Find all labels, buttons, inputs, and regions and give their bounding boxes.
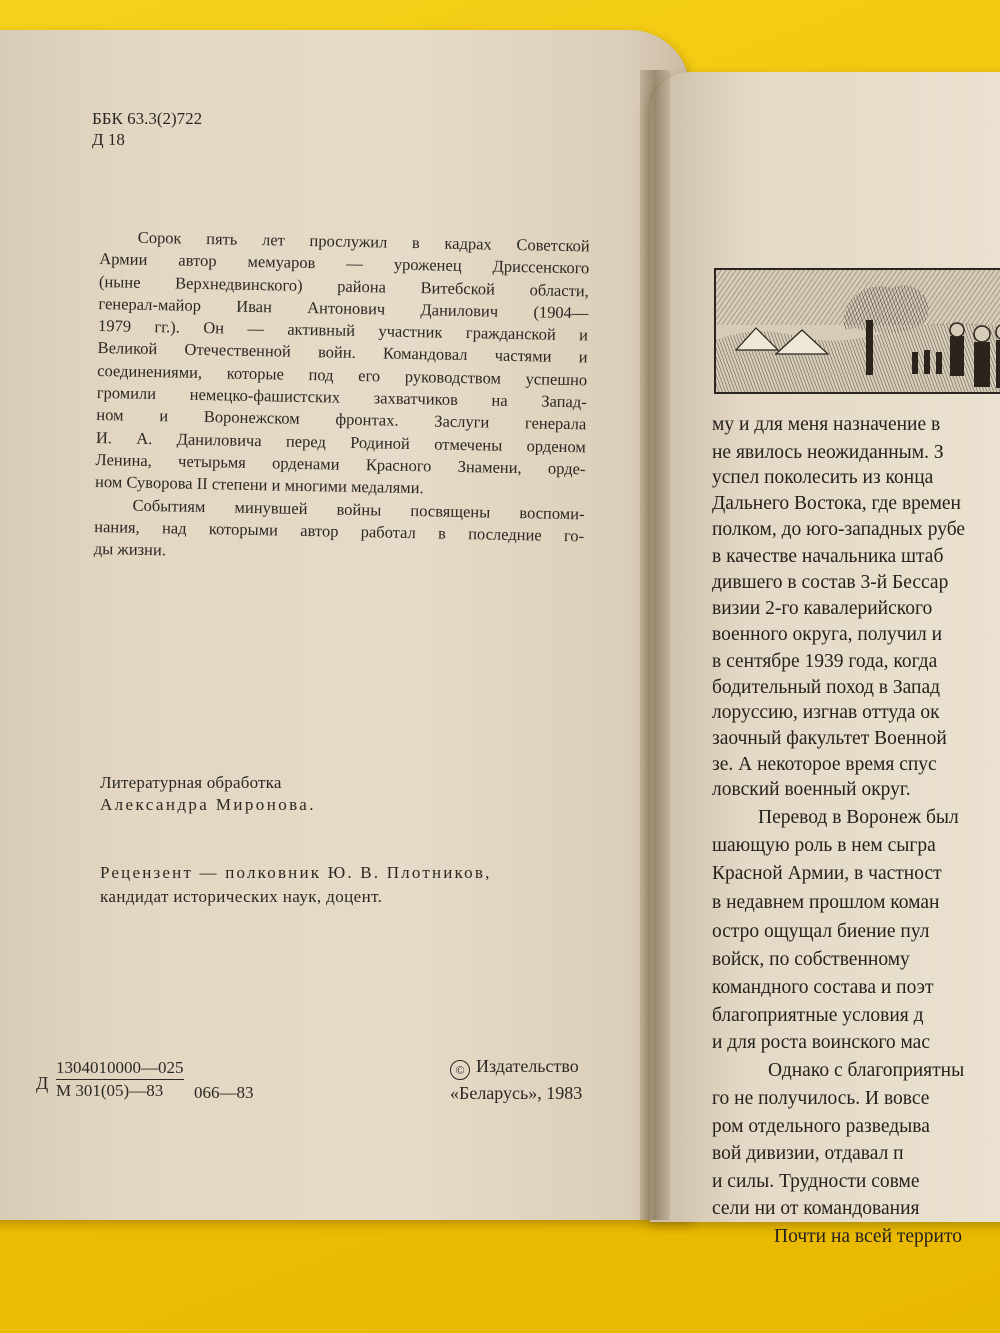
chapter-illustration	[714, 268, 1000, 394]
copyright-icon: ©	[450, 1060, 470, 1080]
literary-editor-name: Александра Миронова.	[100, 795, 316, 814]
reviewer-line: Рецензент — полковник Ю. В. Плотников,	[100, 863, 492, 882]
left-book-page	[0, 30, 690, 1220]
right-text-line: благоприятные условия д	[712, 1005, 924, 1026]
right-text-line: Однако с благоприятны	[768, 1060, 965, 1081]
right-text-line: в сентябре 1939 года, когда	[712, 651, 938, 672]
abstract-line: ном Суворова II степени и многими медалями.	[94, 472, 424, 498]
abstract-line: генерал-майор Иван Антонович Данилович (1904—	[98, 293, 589, 323]
right-text-line: в качестве начальника штаб	[712, 546, 944, 567]
right-text-line: не явилось неожиданным. З	[712, 442, 944, 463]
book-abstract	[94, 226, 590, 570]
right-text-line: военного округа, получил и	[712, 624, 943, 645]
abstract-line: Событиям минувшей войны посвящены воспоми-	[132, 495, 585, 523]
index-denominator: М 301(05)—83	[56, 1081, 164, 1100]
literary-editing-label: Литературная обработка	[100, 773, 282, 792]
right-text-line: заочный факультет Военной	[712, 728, 947, 749]
index-suffix: 066—83	[194, 1083, 254, 1102]
right-text-line: и силы. Трудности совме	[712, 1171, 920, 1192]
right-text-line: Красной Армии, в частност	[712, 863, 942, 884]
engraving-image	[716, 270, 1000, 392]
abstract-line: Великой Отечественной войн. Командовал частями и	[97, 338, 588, 367]
publisher-label: Издательство	[476, 1056, 579, 1076]
right-text-line: ром отдельного разведыва	[712, 1116, 930, 1137]
bbk-code: ББК 63.3(2)722	[92, 109, 203, 128]
right-text-line: лоруссию, изгнав оттуда ок	[712, 702, 940, 723]
right-text-line: полком, до юго-западных рубе	[712, 519, 966, 540]
abstract-line: 1979 гг.). Он — активный участник гражданской и	[97, 316, 589, 345]
right-text-line: му и для меня назначение в	[712, 414, 941, 435]
right-text-line: в недавнем прошлом коман	[712, 892, 940, 913]
right-text-line: шающую роль в нем сыгра	[712, 835, 936, 856]
abstract-line: громили немецко-фашистских захватчиков на Запад-	[96, 383, 587, 412]
right-text-line: дившего в состав 3-й Бессар	[712, 572, 949, 593]
book-gutter	[640, 70, 670, 1220]
right-text-line: командного состава и поэт	[712, 977, 934, 998]
reviewer-credentials: кандидат исторических наук, доцент.	[100, 887, 383, 906]
right-text-line: и для роста воинского мас	[712, 1032, 930, 1053]
abstract-line: Армии автор мемуаров — уроженец Дриссенского	[99, 249, 590, 278]
right-text-line: зе. А некоторое время спус	[712, 754, 937, 775]
abstract-line: Сорок пять лет прослужил в кадрах Советской	[137, 227, 590, 256]
abstract-line: нания, над которыми автор работал в последние го-	[94, 516, 585, 546]
right-text-line: успел поколесить из конца	[712, 467, 934, 488]
right-text-line: вой дивизии, отдавал п	[712, 1143, 904, 1164]
author-mark: Д 18	[92, 130, 125, 149]
abstract-line: (ныне Верхнедвинского) района Витебской области,	[98, 271, 590, 300]
right-text-line: остро ощущал биение пул	[712, 921, 930, 942]
right-text-line: сели ни от командования	[712, 1198, 920, 1219]
right-text-line: визии 2-го кавалерийского	[712, 598, 933, 619]
index-numerator: 1304010000—025	[56, 1057, 184, 1080]
right-text-line: ловский военный округ.	[712, 779, 911, 800]
publisher-name-year: «Беларусь», 1983	[450, 1083, 583, 1103]
index-letter: Д	[36, 1073, 49, 1093]
abstract-line: И. А. Даниловича перед Родиной отмечены орденом	[95, 427, 587, 457]
abstract-line: ном и Воронежском фронтах. Заслуги генерала	[96, 405, 587, 434]
right-text-line: Перевод в Воронеж был	[758, 807, 959, 828]
publisher-line	[450, 1055, 579, 1080]
abstract-line: соединениями, которые под его руководством успешно	[97, 360, 588, 390]
right-text-line: го не получилось. И вовсе	[712, 1088, 930, 1109]
classification-codes	[92, 108, 202, 150]
right-text-line: войск, по собственному	[712, 949, 910, 970]
abstract-line: ды жизни.	[93, 539, 167, 560]
abstract-line: Ленина, четырьмя орденами Красного Знамени, орде-	[95, 449, 586, 479]
right-text-line: Дальнего Востока, где времен	[712, 493, 961, 514]
right-text-line: бодительный поход в Запад	[712, 677, 941, 698]
right-text-line: Почти на всей террито	[774, 1226, 963, 1247]
